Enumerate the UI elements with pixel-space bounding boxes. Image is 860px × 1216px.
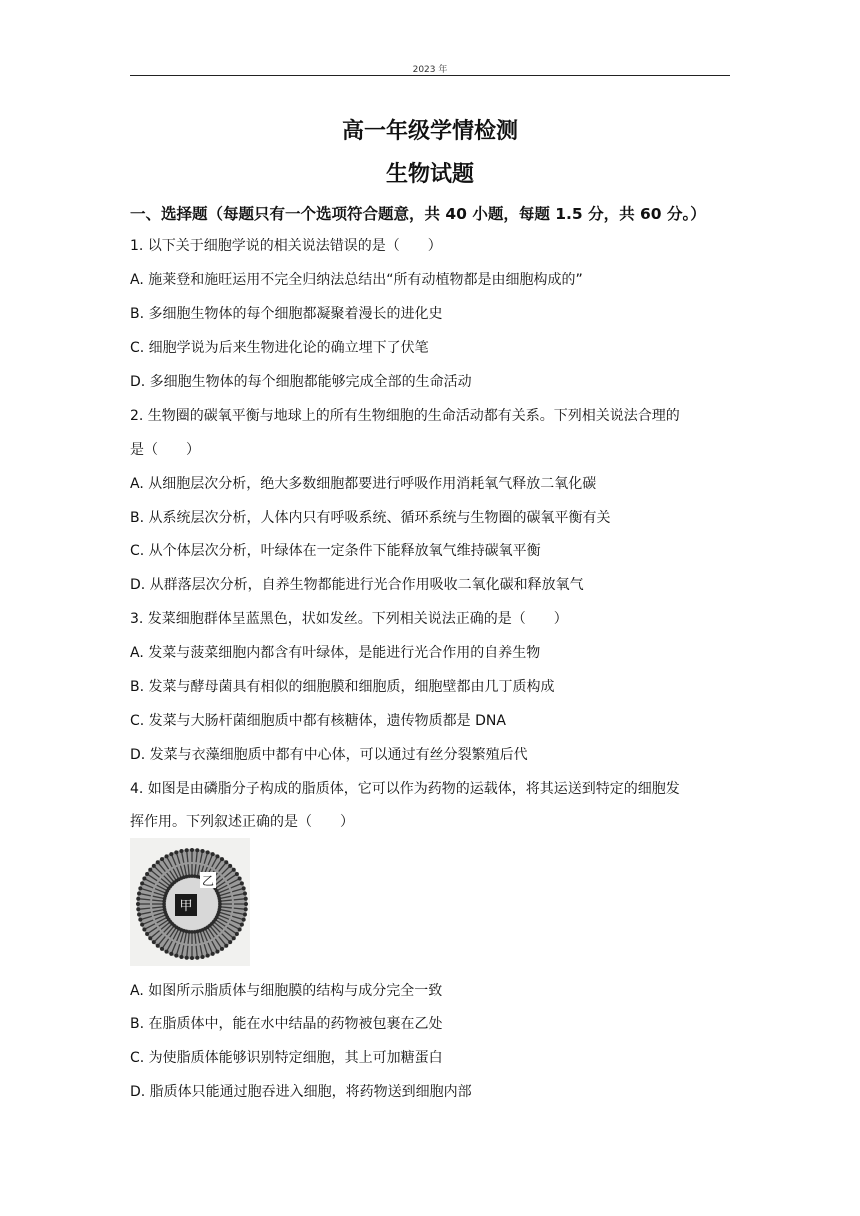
header-divider [130, 75, 730, 76]
lipid-head-outer [156, 944, 160, 948]
question-2-option-c: C. 从个体层次分析，叶绿体在一定条件下能释放氧气维持碳氧平衡 [130, 543, 541, 559]
page-subtitle: 生物试题 [385, 162, 474, 187]
question-4-stem-line-1: 4. 如图是由磷脂分子构成的脂质体，它可以作为药物的运载体，将其运送到特定的细胞发 [130, 781, 680, 797]
lipid-head-outer [165, 854, 169, 858]
lipid-head-outer [137, 891, 141, 895]
lipid-head-outer [224, 860, 228, 864]
lipid-head-outer [148, 868, 152, 872]
lipid-head-outer [145, 932, 149, 936]
question-2-stem-line-1: 2. 生物圈的碳氧平衡与地球上的所有生物细胞的生命活动都有关系。下列相关说法合理的 [130, 408, 680, 424]
question-4-option-a: A. 如图所示脂质体与细胞膜的结构与成分完全一致 [130, 983, 443, 999]
lipid-head-outer [179, 849, 183, 853]
lipid-head-outer [244, 897, 248, 901]
lipid-head-outer [206, 954, 210, 958]
section-heading: 一、选择题（每题只有一个选项符合题意，共 40 小题，每题 1.5 分，共 60 分。） [130, 205, 706, 223]
question-3-option-c: C. 发菜与大肠杆菌细胞质中都有核糖体，遗传物质都是 DNA [130, 713, 506, 729]
lipid-head-outer [137, 913, 141, 917]
question-3-stem: 3. 发菜细胞群体呈蓝黑色，状如发丝。下列相关说法正确的是（ ） [130, 611, 568, 627]
lipid-head-outer [211, 952, 215, 956]
question-2-stem-line-2: 是（ ） [130, 442, 200, 458]
lipid-head-outer [138, 918, 142, 922]
outer-label-yi: 乙 [201, 874, 215, 888]
lipid-head-outer [220, 857, 224, 861]
lipid-head-outer [201, 955, 205, 959]
lipid-head-outer [195, 956, 199, 960]
lipid-head-outer [160, 857, 164, 861]
lipid-head-outer [185, 848, 189, 852]
question-4-option-d: D. 脂质体只能通过胞吞进入细胞，将药物送到细胞内部 [130, 1084, 472, 1100]
lipid-head-outer [174, 954, 178, 958]
lipid-head-outer [152, 864, 156, 868]
question-1-option-c: C. 细胞学说为后来生物进化论的确立埋下了伏笔 [130, 340, 429, 356]
lipid-head-outer [238, 927, 242, 931]
lipid-head-outer [142, 927, 146, 931]
lipid-head-outer [165, 950, 169, 954]
lipid-head-outer [160, 947, 164, 951]
lipid-head-outer [190, 956, 194, 960]
question-4-option-c: C. 为使脂质体能够识别特定细胞，其上可加糖蛋白 [130, 1050, 443, 1066]
question-4-stem-line-2: 挥作用。下列叙述正确的是（ ） [130, 814, 354, 830]
question-3-option-d: D. 发菜与衣藻细胞质中都有中心体，可以通过有丝分裂繁殖后代 [130, 747, 528, 763]
question-3-option-b: B. 发菜与酵母菌具有相似的细胞膜和细胞质，细胞壁都由几丁质构成 [130, 679, 555, 695]
lipid-head-outer [145, 872, 149, 876]
lipid-head-outer [224, 944, 228, 948]
question-2-option-a: A. 从细胞层次分析，绝大多数细胞都要进行呼吸作用消耗氧气释放二氧化碳 [130, 476, 597, 492]
lipid-head-outer [169, 852, 173, 856]
lipid-head-outer [140, 923, 144, 927]
lipid-head-outer [232, 936, 236, 940]
lipid-head-outer [232, 868, 236, 872]
lipid-head-outer [243, 913, 247, 917]
question-1-option-d: D. 多细胞生物体的每个细胞都能够完成全部的生命活动 [130, 374, 472, 390]
question-4-option-b: B. 在脂质体中，能在水中结晶的药物被包裹在乙处 [130, 1016, 443, 1032]
inner-label-jia: 甲 [179, 899, 193, 914]
liposome-diagram [130, 838, 250, 966]
lipid-head-outer [228, 864, 232, 868]
lipid-head-outer [190, 848, 194, 852]
lipid-head-outer [238, 877, 242, 881]
lipid-head-outer [174, 850, 178, 854]
lipid-head-outer [136, 907, 140, 911]
lipid-head-outer [140, 881, 144, 885]
lipid-head-outer [235, 932, 239, 936]
page-title: 高一年级学情检测 [341, 119, 518, 144]
lipid-head-outer [136, 897, 140, 901]
lipid-head-outer [206, 850, 210, 854]
lipid-head-outer [169, 952, 173, 956]
question-2-option-d: D. 从群落层次分析，自养生物都能进行光合作用吸收二氧化碳和释放氧气 [130, 577, 584, 593]
lipid-head-outer [215, 950, 219, 954]
lipid-head-outer [142, 877, 146, 881]
question-3-option-a: A. 发菜与菠菜细胞内都含有叶绿体，是能进行光合作用的自养生物 [130, 645, 541, 661]
liposome-figure [130, 838, 250, 966]
lipid-head-outer [179, 955, 183, 959]
lipid-head-outer [235, 872, 239, 876]
lipid-head-outer [138, 886, 142, 890]
question-1-option-a: A. 施莱登和施旺运用不完全归纳法总结出“所有动植物都是由细胞构成的” [130, 272, 583, 288]
lipid-head-outer [220, 947, 224, 951]
lipid-head-inner [218, 899, 222, 903]
lipid-head-outer [215, 854, 219, 858]
lipid-head-outer [243, 891, 247, 895]
lipid-head-outer [136, 902, 140, 906]
lipid-head-outer [244, 907, 248, 911]
lipid-head-outer [228, 940, 232, 944]
lipid-head-outer [156, 860, 160, 864]
lipid-head-outer [201, 849, 205, 853]
lipid-head-outer [240, 881, 244, 885]
lipid-head-outer [242, 918, 246, 922]
lipid-head-outer [244, 902, 248, 906]
lipid-head-outer [195, 848, 199, 852]
header-year: 2023 年 [412, 65, 448, 75]
lipid-head-outer [211, 852, 215, 856]
lipid-head-outer [242, 886, 246, 890]
lipid-head-outer [240, 923, 244, 927]
lipid-head-outer [185, 956, 189, 960]
lipid-head-outer [148, 936, 152, 940]
question-1-option-b: B. 多细胞生物体的每个细胞都凝聚着漫长的进化史 [130, 306, 443, 322]
lipid-head-outer [152, 940, 156, 944]
question-1-stem: 1. 以下关于细胞学说的相关说法错误的是（ ） [130, 238, 442, 254]
question-2-option-b: B. 从系统层次分析，人体内只有呼吸系统、循环系统与生物圈的碳氧平衡有关 [130, 510, 611, 526]
